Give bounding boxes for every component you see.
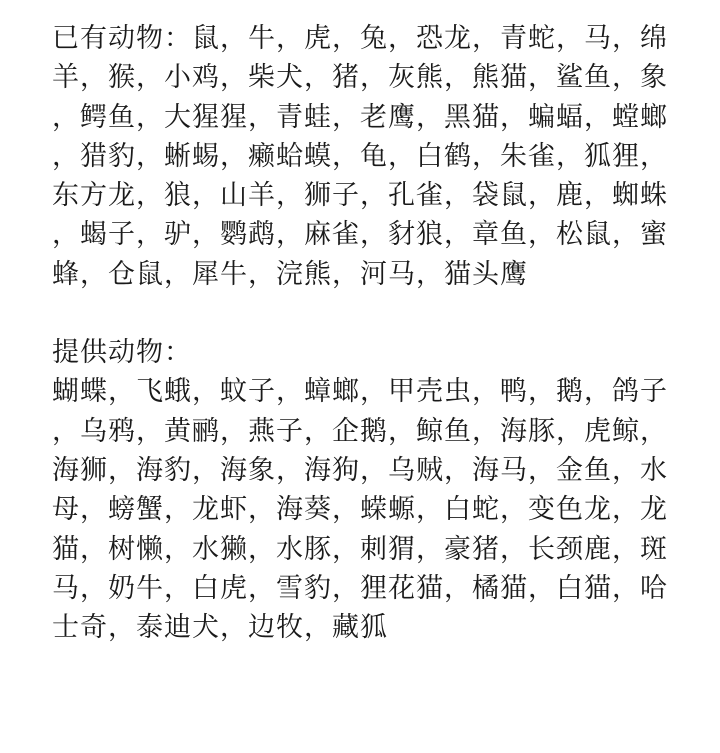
paragraph-spacer — [52, 294, 668, 333]
document-body — [52, 19, 668, 647]
provided-animals-list: 蝴蝶，飞蛾，蚊子，蟑螂，甲壳虫，鸭，鹅，鸽子，乌鸦，黄鹂，燕子，企鹅，鲸鱼，海豚，虎鲸，海狮，海豹，海象，海狗，乌贼，海马，金鱼，水母，螃蟹，龙虾，海葵，蝾螈，白蛇，变色龙，龙猫，树懒，水獭，水豚，刺猬，豪猪，长颈鹿，斑马，奶牛，白虎，雪豹，狸花猫，橘猫，白猫，哈士奇，泰迪犬，边牧，藏狐 — [52, 376, 668, 644]
provided-animals-heading: 提供动物： — [52, 337, 192, 369]
existing-animals-paragraph: 已有动物：鼠，牛，虎，兔，恐龙，青蛇，马，绵羊，猴，小鸡，柴犬，猪，灰熊，熊猫，鲨鱼，象，鳄鱼，大猩猩，青蛙，老鹰，黑猫，蝙蝠，螳螂，猎豹，蜥蜴，癞蛤蟆，龟，白鹤，朱雀，狐狸，东方龙，狼，山羊，狮子，孔雀，袋鼠，鹿，蜘蛛，蝎子，驴，鹦鹉，麻雀，豺狼，章鱼，松鼠，蜜蜂，仓鼠，犀牛，浣熊，河马，猫头鹰 — [52, 23, 668, 290]
